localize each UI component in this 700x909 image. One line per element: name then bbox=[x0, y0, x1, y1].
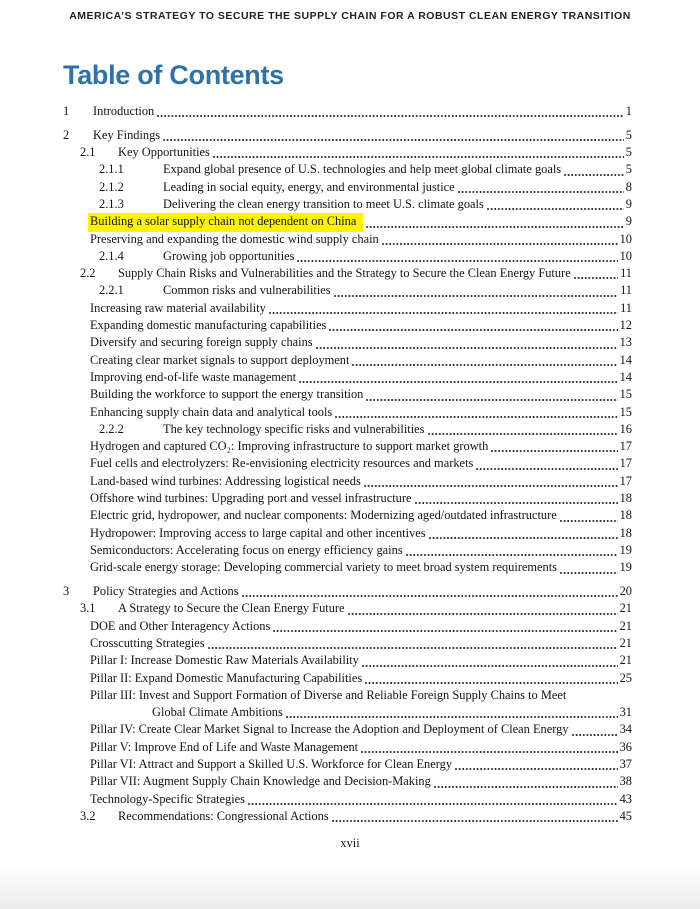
toc-entry-page-number: 15 bbox=[619, 387, 632, 402]
toc-entry[interactable] bbox=[63, 455, 632, 472]
toc-entry[interactable] bbox=[63, 600, 632, 617]
toc-entry-page-number: 12 bbox=[619, 318, 632, 333]
toc-entry[interactable] bbox=[63, 213, 632, 230]
dot-leader bbox=[335, 416, 617, 418]
toc-entry[interactable] bbox=[63, 583, 632, 600]
dot-leader bbox=[316, 347, 618, 349]
toc-entry-label: Increasing raw material availability bbox=[90, 300, 266, 315]
toc-entry-label: Fuel cells and electrolyzers: Re-envisioning electricity resources and markets bbox=[90, 456, 474, 471]
toc-entry-page-number: 9 bbox=[625, 196, 632, 211]
dot-leader bbox=[329, 329, 617, 331]
dot-leader bbox=[429, 537, 618, 539]
toc-entry-label: Recommendations: Congressional Actions bbox=[118, 808, 329, 823]
dot-leader bbox=[348, 613, 618, 615]
toc-entry[interactable] bbox=[63, 179, 632, 196]
toc-entry-page-number: 19 bbox=[619, 560, 632, 575]
toc-entry-page-number: 18 bbox=[619, 491, 632, 506]
dot-leader bbox=[476, 468, 617, 470]
toc-entry-page-number: 14 bbox=[619, 352, 632, 367]
dot-leader bbox=[273, 630, 617, 632]
toc-entry-page-number: 18 bbox=[619, 508, 632, 523]
toc-entry-number: 3.2 bbox=[80, 808, 96, 823]
toc-entry-page-number: 14 bbox=[619, 369, 632, 384]
toc-entry-label: Electric grid, hydropower, and nuclear components: Modernizing aged/outdated infrastructure bbox=[90, 508, 557, 523]
toc-entry-label: Technology-Specific Strategies bbox=[90, 791, 245, 806]
toc-entry-number: 3.1 bbox=[80, 601, 96, 616]
dot-leader bbox=[560, 520, 618, 522]
toc-entry-page-number: 45 bbox=[619, 808, 632, 823]
toc-entry-number: 2.1.3 bbox=[99, 196, 124, 211]
toc-entry-label: Pillar V: Improve End of Life and Waste Management bbox=[90, 739, 359, 754]
toc-entry[interactable] bbox=[63, 404, 632, 421]
dot-leader bbox=[560, 572, 618, 574]
page-bottom-shadow bbox=[0, 865, 700, 909]
dot-leader bbox=[157, 115, 624, 117]
dot-leader bbox=[366, 226, 623, 228]
toc-entry[interactable] bbox=[63, 490, 632, 507]
toc-entry-label: Hydropower: Improving access to large capital and other incentives bbox=[90, 525, 426, 540]
toc-entry[interactable] bbox=[63, 739, 632, 756]
page-number-footer: xvii bbox=[340, 836, 360, 850]
toc-entry-page-number: 15 bbox=[619, 404, 632, 419]
toc-entry[interactable] bbox=[63, 687, 632, 704]
toc-entry-page-number: 1 bbox=[625, 104, 632, 118]
dot-leader bbox=[434, 786, 618, 788]
toc-entry[interactable] bbox=[63, 438, 632, 455]
toc-entry[interactable] bbox=[63, 618, 632, 635]
dot-leader bbox=[242, 595, 618, 597]
toc-entry-page-number: 11 bbox=[620, 283, 632, 298]
dot-leader bbox=[269, 312, 618, 314]
toc-entry[interactable] bbox=[63, 525, 632, 542]
toc-entry-page-number: 5 bbox=[625, 162, 632, 177]
toc-entry[interactable] bbox=[63, 161, 632, 178]
toc-entry-page-number: 36 bbox=[619, 739, 632, 754]
toc-entry-page-number: 21 bbox=[619, 618, 632, 633]
toc-entry-number: 2 bbox=[63, 127, 70, 142]
toc-entry-label: Expanding domestic manufacturing capabilities bbox=[90, 318, 327, 333]
toc-entry-label: Supply Chain Risks and Vulnerabilities and the Strategy to Secure the Clean Energy Future bbox=[118, 266, 571, 281]
toc-entry-number: 2.1.1 bbox=[99, 162, 124, 177]
dot-leader bbox=[361, 751, 618, 753]
dot-leader bbox=[364, 485, 618, 487]
toc-entry-page-number: 38 bbox=[619, 774, 632, 789]
toc-entry-label: A Strategy to Secure the Clean Energy Future bbox=[118, 601, 345, 616]
toc-entry-number: 3 bbox=[63, 584, 70, 599]
toc-entry-label: Improving end-of-life waste management bbox=[90, 369, 297, 384]
toc-entry-page-number: 21 bbox=[619, 601, 632, 616]
toc-entry-page-number: 21 bbox=[619, 635, 632, 650]
toc-entry[interactable] bbox=[63, 559, 632, 576]
toc-entry-page-number: 9 bbox=[625, 214, 632, 229]
toc-entry-page-number: 11 bbox=[620, 300, 632, 315]
dot-leader bbox=[428, 433, 618, 435]
toc-entry-label: Crosscutting Strategies bbox=[90, 635, 205, 650]
toc-entry-label: Pillar II: Expand Domestic Manufacturing Capabilities bbox=[90, 670, 363, 685]
dot-leader bbox=[208, 647, 618, 649]
dot-leader bbox=[352, 364, 617, 366]
toc-entry-page-number: 19 bbox=[619, 542, 632, 557]
toc-entry-page-number: 17 bbox=[619, 456, 632, 471]
toc-entry[interactable] bbox=[63, 196, 632, 213]
toc-entry-page-number: 31 bbox=[619, 705, 632, 720]
toc-entry[interactable] bbox=[63, 635, 632, 652]
toc-entry-label: Leading in social equity, energy, and environmental justice bbox=[163, 179, 455, 194]
toc-entry-label: Pillar III: Invest and Support Formation of Diverse and Reliable Foreign Supply Chains to Meet bbox=[90, 687, 567, 702]
dot-leader bbox=[415, 502, 618, 504]
toc-entry-label: Pillar I: Increase Domestic Raw Materials Availability bbox=[90, 653, 359, 668]
toc-entry-label-highlighted: Building a solar supply chain not dependent on China bbox=[88, 213, 363, 231]
toc-entry-page-number: 10 bbox=[619, 248, 632, 263]
toc-entry-label: Grid-scale energy storage: Developing commercial variety to meet broad system requirements bbox=[90, 560, 558, 575]
toc-entry[interactable] bbox=[63, 773, 632, 790]
toc-entry-number: 2.2.2 bbox=[99, 421, 124, 436]
toc-entry-page-number: 17 bbox=[619, 473, 632, 488]
dot-leader bbox=[382, 243, 618, 245]
toc-entry-label: Global Climate Ambitions bbox=[152, 705, 283, 720]
table-of-contents bbox=[63, 103, 632, 825]
toc-entry-page-number: 13 bbox=[619, 335, 632, 350]
toc-entry-label: The key technology specific risks and vulnerabilities bbox=[163, 421, 425, 436]
dot-leader bbox=[406, 554, 618, 556]
toc-entry-label: Delivering the clean energy transition to meet U.S. climate goals bbox=[163, 196, 484, 211]
toc-entry[interactable] bbox=[63, 808, 632, 825]
toc-entry-label: Common risks and vulnerabilities bbox=[163, 283, 331, 298]
document-header: AMERICA’S STRATEGY TO SECURE THE SUPPLY CHAIN FOR A ROBUST CLEAN ENERGY TRANSITION bbox=[69, 10, 631, 22]
toc-entry-number: 2.1.4 bbox=[99, 248, 124, 263]
toc-entry-page-number: 25 bbox=[619, 670, 632, 685]
toc-entry[interactable] bbox=[63, 231, 632, 248]
toc-entry-number: 2.1 bbox=[80, 145, 96, 160]
dot-leader bbox=[163, 139, 624, 141]
toc-entry[interactable] bbox=[63, 386, 632, 403]
toc-entry[interactable] bbox=[63, 507, 632, 524]
toc-entry[interactable] bbox=[63, 282, 632, 299]
dot-leader bbox=[365, 682, 617, 684]
toc-entry-number: 2.2.1 bbox=[99, 283, 124, 298]
dot-leader bbox=[458, 191, 624, 193]
toc-entry-label: Enhancing supply chain data and analytical tools bbox=[90, 404, 333, 419]
toc-entry[interactable] bbox=[63, 317, 632, 334]
dot-leader bbox=[213, 156, 624, 158]
toc-entry-label: Growing job opportunities bbox=[163, 248, 295, 263]
dot-leader bbox=[248, 803, 618, 805]
toc-entry[interactable] bbox=[63, 652, 632, 669]
toc-entry-page-number: 8 bbox=[625, 179, 632, 194]
dot-leader bbox=[491, 450, 617, 452]
toc-entry-label: Key Opportunities bbox=[118, 145, 210, 160]
toc-entry-page-number: 5 bbox=[625, 127, 632, 142]
dot-leader bbox=[564, 174, 624, 176]
toc-entry-label: Hydrogen and captured CO₂: Improving infrastructure to support market growth bbox=[90, 439, 489, 454]
toc-entry[interactable] bbox=[63, 248, 632, 265]
toc-entry-label: Building the workforce to support the energy transition bbox=[90, 387, 364, 402]
toc-entry-label: Pillar VII: Augment Supply Chain Knowledge and Decision-Making bbox=[90, 774, 431, 789]
toc-entry-page-number: 11 bbox=[620, 266, 632, 281]
toc-entry-label: Introduction bbox=[93, 104, 155, 118]
toc-entry-page-number: 16 bbox=[619, 421, 632, 436]
dot-leader bbox=[366, 399, 617, 401]
toc-entry-label: Pillar VI: Attract and Support a Skilled U.S. Workforce for Clean Energy bbox=[90, 756, 453, 771]
dot-leader bbox=[297, 260, 617, 262]
toc-entry-page-number: 17 bbox=[619, 439, 632, 454]
toc-entry[interactable] bbox=[63, 542, 632, 559]
dot-leader bbox=[572, 734, 618, 736]
toc-entry-label: Policy Strategies and Actions bbox=[93, 584, 239, 599]
toc-entry[interactable] bbox=[63, 473, 632, 490]
toc-entry[interactable] bbox=[63, 756, 632, 773]
toc-entry[interactable] bbox=[63, 791, 632, 808]
toc-entry-page-number: 21 bbox=[619, 653, 632, 668]
toc-entry-label: Offshore wind turbines: Upgrading port and vessel infrastructure bbox=[90, 491, 412, 506]
toc-entry-label: Preserving and expanding the domestic wind supply chain bbox=[90, 231, 379, 246]
toc-entry[interactable] bbox=[63, 265, 632, 282]
toc-entry-label: Creating clear market signals to support deployment bbox=[90, 352, 350, 367]
toc-entry-page-number: 10 bbox=[619, 231, 632, 246]
toc-entry[interactable] bbox=[63, 421, 632, 438]
dot-leader bbox=[362, 665, 618, 667]
toc-entry-page-number: 43 bbox=[619, 791, 632, 806]
toc-entry-label: Semiconductors: Accelerating focus on energy efficiency gains bbox=[90, 542, 403, 557]
toc-entry-label: Land-based wind turbines: Addressing logistical needs bbox=[90, 473, 361, 488]
toc-entry-number: 2.1.2 bbox=[99, 179, 124, 194]
dot-leader bbox=[286, 716, 618, 718]
toc-entry-number: 1 bbox=[63, 104, 70, 118]
toc-entry-label: Key Findings bbox=[93, 127, 161, 142]
dot-leader bbox=[332, 820, 618, 822]
toc-entry-label: Expand global presence of U.S. technologies and help meet global climate goals bbox=[163, 162, 562, 177]
toc-entry[interactable] bbox=[63, 334, 632, 351]
toc-entry[interactable] bbox=[63, 670, 632, 687]
dot-leader bbox=[487, 208, 624, 210]
toc-entry[interactable] bbox=[63, 103, 632, 120]
toc-entry-number: 2.2 bbox=[80, 266, 96, 281]
toc-entry-label: Pillar IV: Create Clear Market Signal to Increase the Adoption and Deployment of Clean Energy bbox=[90, 722, 569, 737]
page-title: Table of Contents bbox=[63, 60, 284, 90]
toc-entry-page-number: 34 bbox=[619, 722, 632, 737]
dot-leader bbox=[574, 277, 618, 279]
toc-entry[interactable] bbox=[63, 144, 632, 161]
toc-entry-page-number: 5 bbox=[625, 145, 632, 160]
dot-leader bbox=[299, 381, 618, 383]
toc-entry[interactable] bbox=[63, 127, 632, 144]
toc-entry-page-number: 18 bbox=[619, 525, 632, 540]
dot-leader bbox=[334, 295, 618, 297]
toc-entry-page-number: 20 bbox=[619, 584, 632, 599]
dot-leader bbox=[455, 768, 618, 770]
toc-entry[interactable] bbox=[63, 300, 632, 317]
toc-entry[interactable] bbox=[63, 704, 632, 721]
toc-entry[interactable] bbox=[63, 352, 632, 369]
toc-entry[interactable] bbox=[63, 369, 632, 386]
toc-entry-page-number: 37 bbox=[619, 756, 632, 771]
toc-entry[interactable] bbox=[63, 721, 632, 738]
toc-entry-label: DOE and Other Interagency Actions bbox=[90, 618, 271, 633]
toc-entry-label: Diversify and securing foreign supply chains bbox=[90, 335, 313, 350]
